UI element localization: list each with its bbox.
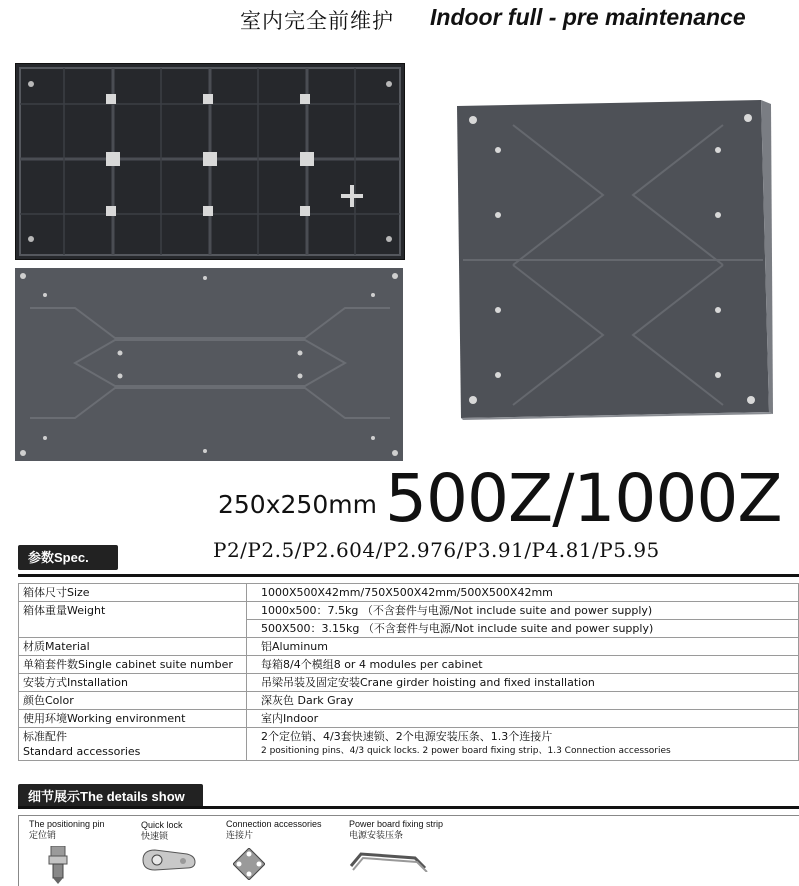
spec-value: 1000X500X42mm/750X500X42mm/500X500X42mm [247,584,799,602]
cabinet-front-image [15,63,405,260]
detail-label-en: Power board fixing strip [349,819,444,829]
spec-divider [18,574,799,577]
detail-positioning-pin [29,819,105,841]
spec-table [18,583,799,761]
spec-value: 吊梁吊装及固定安装Crane girder hoisting and fixed installation [247,674,799,692]
title-english: Indoor full - pre maintenance [430,4,746,30]
spec-key: 单箱套件数Single cabinet suite number [19,656,247,674]
detail-connection-accessories [226,819,322,841]
spec-key-zh: 标准配件 [23,730,67,743]
detail-label-en: Connection accessories [226,819,322,829]
table-row [19,674,799,692]
table-row [19,692,799,710]
detail-label-zh: 快速锁 [141,831,169,841]
spec-value: 每箱8/4个模组8 or 4 modules per cabinet [247,656,799,674]
spec-key: 材质Material [19,638,247,656]
quick-lock-icon [139,846,199,874]
details-strip [18,815,799,886]
table-row [19,728,799,761]
spec-value-en: 2 positioning pins、4/3 quick locks. 2 power board fixing strip、1.3 Connection accessories [261,746,671,756]
detail-label-en: The positioning pin [29,819,105,829]
detail-label-zh: 电源安装压条 [349,830,404,840]
power-strip-icon [349,846,429,872]
spec-value: 深灰色 Dark Gray [247,692,799,710]
spec-key [19,728,247,761]
spec-value-zh: 2个定位销、4/3套快速锁、2个电源安装压条、1.3个连接片 [261,730,553,743]
page-header [0,0,799,40]
details-divider [18,806,799,809]
spec-section-tab: 参数Spec. [18,545,118,570]
spec-key: 箱体重量Weight [19,602,247,638]
table-row [19,656,799,674]
table-row [19,584,799,602]
detail-quick-lock [141,820,183,842]
spec-value: 1000x500：7.5kg （不含套件与电源/Not include suite and power supply) [247,602,799,620]
table-row [19,602,799,620]
cabinet-square-image [453,100,773,420]
title-chinese: 室内完全前维护 [240,9,394,33]
pixel-pitch-list: P2/P2.5/P2.604/P2.976/P3.91/P4.81/P5.95 [213,538,660,562]
spec-key: 使用环境Working environment [19,710,247,728]
spec-value: 室内Indoor [247,710,799,728]
positioning-pin-icon [47,846,69,884]
model-number: 500Z/1000Z [385,460,782,537]
spec-value: 铝Aluminum [247,638,799,656]
detail-label-zh: 定位销 [29,830,57,840]
spec-key: 箱体尺寸Size [19,584,247,602]
spec-key: 安装方式Installation [19,674,247,692]
table-row [19,638,799,656]
detail-label-zh: 连接片 [226,830,254,840]
spec-value: 500X500：3.15kg （不含套件与电源/Not include suite and power supply) [247,620,799,638]
table-row [19,710,799,728]
details-section-tab: 细节展示The details show [18,784,203,809]
connection-plate-icon [233,848,265,880]
cabinet-size: 250x250mm [218,490,377,519]
cabinet-back-image [15,268,403,461]
detail-label-en: Quick lock [141,820,183,830]
spec-key-en: Standard accessories [23,745,141,758]
detail-power-board-strip [349,819,443,841]
spec-value [247,728,799,761]
spec-key: 颜色Color [19,692,247,710]
